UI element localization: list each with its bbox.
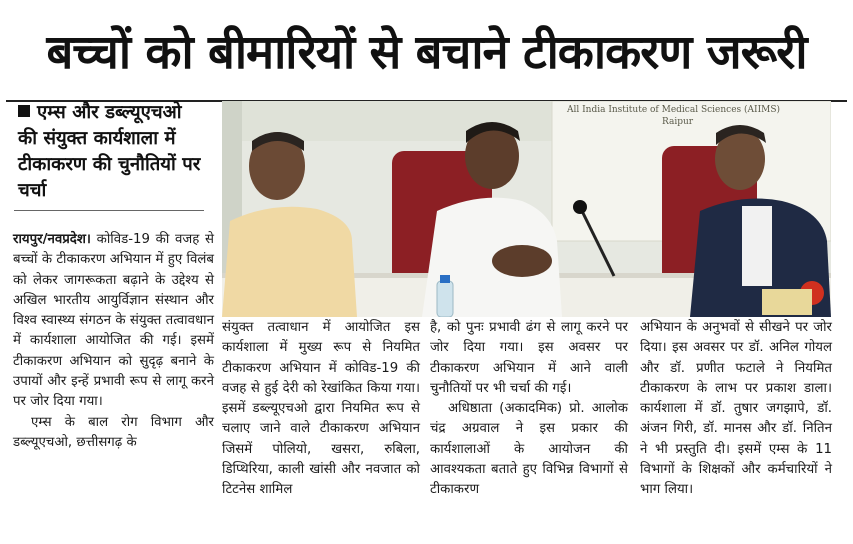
column-3-paragraph-2: अधिष्ठाता (अकादमिक) प्रो. आलोक चंद्र अग्रवाल ने इस प्रकार की कार्यशालाओं के आयोजन की आवश्यकता बताते हुए विभिन्न विभागों से टीकाकरण <box>430 401 628 498</box>
photo-banner-line1: All India Institute of Medical Sciences (AIIMS) <box>567 105 781 115</box>
column-1-paragraph-1 <box>13 230 214 413</box>
column-3-paragraph-1: है, को पुनः प्रभावी ढंग से लागू करने पर जोर दिया गया। इस अवसर पर टीकाकरण अभियान में आने वाली चुनौतियों पर भी चर्चा की गई। <box>430 320 628 396</box>
column-2-paragraph: संयुक्त तत्वाधान में आयोजित इस कार्यशाला में मुख्य रूप से नियमित टीकाकरण अभियान में कोविड-19 की वजह से हुई देरी को रेखांकित किया गया। इसमें डब्ल्यूएचओ द्वारा नियमित रूप से चलाए जाने वाले टीकाकरण अभियान जिसमें पोलियो, खसरा, रुबिला, डिप्थिरिया, काली खांसी और नवजात को टिटनेस शामिल <box>222 320 420 498</box>
column-1-text-1: कोविड-19 की वजह से बच्चों के टीकाकरण अभियान में हुए विलंब को लेकर जागरूकता बढ़ाने के उद्देश्य से अखिल भारतीय आयुर्विज्ञान संस्थान और विश्व स्वास्थ्य संगठन के संयुक्त तत्वावधान में कार्यशाला आयोजित की गई। इसमें टीकाकरण अभियान को सुदृढ़ बनाने के उपायों और इन्हें प्रभावी रूप से लागू करने पर जोर दिया गया। <box>13 232 214 410</box>
column-4-paragraph: अभियान के अनुभवों से सीखने पर जोर दिया। इस अवसर पर डॉ. अनिल गोयल और डॉ. प्रणीत फटाले ने नियमित टीकाकरण के लाभ पर प्रकाश डाला। कार्यशाला में डॉ. तुषार जगझापे, डॉ. अंजन गिरी, डॉ. मानस और डॉ. नितिन ने भी प्रस्तुति दी। इसमें एम्स के 11 विभागों के शिक्षकों और कर्मचारियों ने भाग लिया। <box>640 320 832 498</box>
headline: बच्चों को बीमारियों से बचाने टीकाकरण जरूरी <box>46 25 807 80</box>
dateline: रायपुर/नवप्रदेश। <box>13 232 91 247</box>
article-column-1 <box>13 230 214 453</box>
photo-banner-line2: Raipur <box>662 117 694 127</box>
subheadline <box>18 100 203 204</box>
subhead-rule <box>14 210 204 211</box>
column-1-paragraph-2: एम्स के बाल रोग विभाग और डब्ल्यूएचओ, छत्तीसगढ़ के <box>13 414 214 450</box>
bullet-square-icon <box>18 105 30 117</box>
subheadline-text: एम्स और डब्ल्यूएचओ की संयुक्त कार्यशाला में टीकाकरण की चुनौतियों पर चर्चा <box>18 102 201 201</box>
event-photo-illustration <box>222 101 831 317</box>
article-column-4 <box>640 318 832 501</box>
event-photo <box>222 101 831 317</box>
article-column-2 <box>222 318 420 501</box>
article-column-3 <box>430 318 628 501</box>
